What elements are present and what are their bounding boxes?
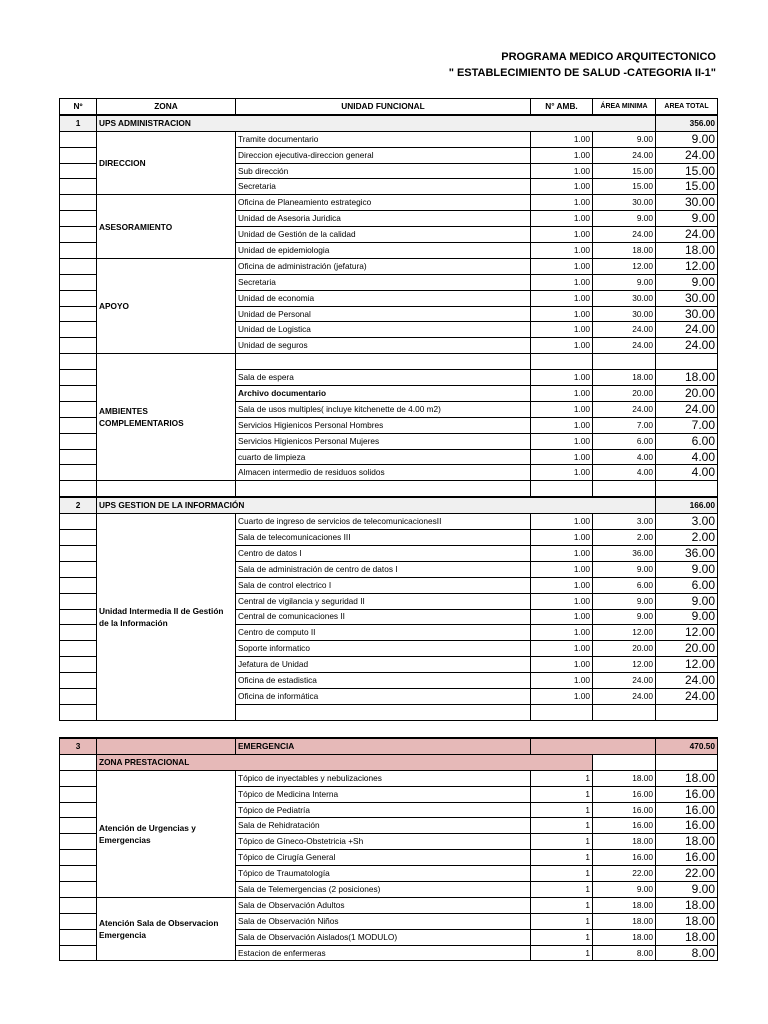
unit-name: Servicios Higienicos Personal Hombres [236, 417, 531, 433]
section-name: EMERGENCIA [236, 738, 531, 754]
unit-amb: 1.00 [531, 227, 593, 243]
unit-amb: 1.00 [531, 433, 593, 449]
spacer-cell [593, 481, 656, 497]
unit-area-total: 16.00 [656, 802, 718, 818]
section-blank [97, 738, 236, 754]
unit-name: Secretaria [236, 179, 531, 195]
unit-area-min: 16.00 [593, 850, 656, 866]
unit-area-total: 24.00 [656, 338, 718, 354]
section-row [60, 497, 718, 513]
table-row [60, 897, 718, 913]
section-number: 2 [60, 497, 97, 513]
unit-amb: 1 [531, 897, 593, 913]
unit-name: Unidad de seguros [236, 338, 531, 354]
cell-no [60, 179, 97, 195]
unit-area-total: 30.00 [656, 195, 718, 211]
unit-name: Sala de Observación Aislados(1 MODULO) [236, 929, 531, 945]
unit-area-min: 9.00 [593, 131, 656, 147]
cell-no [60, 673, 97, 689]
spacer-cell [236, 481, 531, 497]
unit-name: Unidad de Personal [236, 306, 531, 322]
cell-no [60, 882, 97, 898]
unit-name: Archivo documentario [236, 386, 531, 402]
unit-area-min: 24.00 [593, 338, 656, 354]
unit-amb: 1.00 [531, 609, 593, 625]
unit-area-min: 24.00 [593, 673, 656, 689]
cell-no [60, 593, 97, 609]
unit-area-total: 12.00 [656, 258, 718, 274]
unit-area-min: 12.00 [593, 657, 656, 673]
section-name: UPS GESTION DE LA INFORMACIÓN [97, 497, 656, 513]
cell-no [60, 625, 97, 641]
cell-no [60, 322, 97, 338]
unit-area-min: 20.00 [593, 641, 656, 657]
unit-name: Unidad de epidemiologia [236, 243, 531, 259]
header-row [60, 99, 718, 115]
table-row [60, 131, 718, 147]
zone-name: DIRECCION [97, 131, 236, 195]
unit-area-min: 4.00 [593, 449, 656, 465]
cell-no [60, 786, 97, 802]
unit-area-total [656, 354, 718, 370]
unit-area-total: 16.00 [656, 818, 718, 834]
unit-amb: 1 [531, 882, 593, 898]
zone-name: ASESORAMIENTO [97, 195, 236, 259]
unit-area-min: 18.00 [593, 929, 656, 945]
unit-name: Central de vigilancia y seguridad II [236, 593, 531, 609]
unit-amb: 1.00 [531, 131, 593, 147]
unit-name: Oficina de administración (jefatura) [236, 258, 531, 274]
section-row [60, 115, 718, 131]
cell-no [60, 657, 97, 673]
unit-area-min: 20.00 [593, 386, 656, 402]
unit-area-total: 15.00 [656, 163, 718, 179]
unit-name: Oficina de estadistica [236, 673, 531, 689]
unit-area-total: 24.00 [656, 147, 718, 163]
header-area-minima: ÁREA MINIMA [593, 99, 656, 115]
unit-area-total: 24.00 [656, 673, 718, 689]
cell-no [60, 433, 97, 449]
unit-area-total: 6.00 [656, 433, 718, 449]
unit-area-min: 15.00 [593, 163, 656, 179]
unit-amb: 1.00 [531, 274, 593, 290]
program-table-main [59, 98, 718, 721]
unit-name: Servicios Higienicos Personal Mujeres [236, 433, 531, 449]
unit-area-total: 9.00 [656, 131, 718, 147]
zone-name: Atención de Urgencias y Emergencias [97, 770, 236, 897]
unit-amb: 1.00 [531, 417, 593, 433]
cell-no [60, 274, 97, 290]
cell-no [60, 243, 97, 259]
unit-amb: 1.00 [531, 530, 593, 546]
unit-name: Sala de Telemergencias (2 posiciones) [236, 882, 531, 898]
unit-name: Tópico de inyectables y nebulizaciones [236, 770, 531, 786]
cell-no [60, 306, 97, 322]
subzone-blank [593, 754, 656, 770]
unit-area-min: 24.00 [593, 227, 656, 243]
cell-no [60, 370, 97, 386]
header-namb: N° AMB. [531, 99, 593, 115]
unit-area-min: 6.00 [593, 433, 656, 449]
unit-area-total: 12.00 [656, 657, 718, 673]
unit-amb: 1.00 [531, 338, 593, 354]
cell-no [60, 866, 97, 882]
cell-no [60, 913, 97, 929]
unit-area-total: 18.00 [656, 243, 718, 259]
unit-name: Oficina de informática [236, 688, 531, 704]
unit-name: Tópico de Cirugía General [236, 850, 531, 866]
unit-amb: 1.00 [531, 449, 593, 465]
unit-area-min: 18.00 [593, 897, 656, 913]
cell-no [60, 417, 97, 433]
unit-area-total: 18.00 [656, 770, 718, 786]
unit-area-total: 3.00 [656, 514, 718, 530]
unit-area-total: 8.00 [656, 945, 718, 961]
cell-no [60, 514, 97, 530]
unit-name: Central de comunicaciones II [236, 609, 531, 625]
unit-amb: 1 [531, 850, 593, 866]
unit-name: Cuarto de ingreso de servicios de telecomunicacionesII [236, 514, 531, 530]
unit-name: Sala de Observación Niños [236, 913, 531, 929]
unit-amb: 1.00 [531, 147, 593, 163]
cell-no [60, 290, 97, 306]
table-row [60, 770, 718, 786]
unit-amb: 1.00 [531, 211, 593, 227]
unit-amb [531, 354, 593, 370]
cell-no [60, 688, 97, 704]
subzone-label: ZONA PRESTACIONAL [97, 754, 593, 770]
unit-amb: 1 [531, 802, 593, 818]
unit-amb: 1.00 [531, 688, 593, 704]
cell-no [60, 465, 97, 481]
header-unidad: UNIDAD FUNCIONAL [236, 99, 531, 115]
unit-area-total: 9.00 [656, 211, 718, 227]
unit-area-min: 9.00 [593, 561, 656, 577]
unit-area-total: 24.00 [656, 401, 718, 417]
unit-amb: 1.00 [531, 465, 593, 481]
zone-name: Unidad Intermedia II de Gestión de la Información [97, 514, 236, 721]
unit-amb: 1.00 [531, 290, 593, 306]
zone-name: Atención Sala de Observacion Emergencia [97, 897, 236, 961]
unit-amb: 1.00 [531, 386, 593, 402]
unit-area-total: 18.00 [656, 929, 718, 945]
unit-area-total: 16.00 [656, 786, 718, 802]
table-row [60, 258, 718, 274]
unit-amb: 1.00 [531, 195, 593, 211]
unit-name: Tópico de Gíneco-Obstetricia +Sh [236, 834, 531, 850]
cell-no [60, 834, 97, 850]
section-blank [531, 738, 656, 754]
cell-no [60, 258, 97, 274]
unit-amb: 1.00 [531, 577, 593, 593]
zone-name: APOYO [97, 258, 236, 353]
unit-name: Sala de control electrico I [236, 577, 531, 593]
unit-area-total: 36.00 [656, 545, 718, 561]
unit-area-min: 18.00 [593, 370, 656, 386]
section-total: 166.00 [656, 497, 718, 513]
unit-name: Jefatura de Unidad [236, 657, 531, 673]
unit-amb: 1.00 [531, 179, 593, 195]
unit-name: Unidad de Gestión de la calidad [236, 227, 531, 243]
unit-area-total: 6.00 [656, 577, 718, 593]
unit-area-total: 9.00 [656, 609, 718, 625]
unit-area-min: 22.00 [593, 866, 656, 882]
spacer-cell [531, 481, 593, 497]
unit-area-total: 18.00 [656, 913, 718, 929]
unit-name: Centro de datos I [236, 545, 531, 561]
unit-amb: 1.00 [531, 306, 593, 322]
unit-area-total: 22.00 [656, 866, 718, 882]
section-number: 3 [60, 738, 97, 754]
header-area-total: AREA TOTAL [656, 99, 718, 115]
subzone-blank [656, 754, 718, 770]
table-row [60, 514, 718, 530]
unit-area-min: 4.00 [593, 465, 656, 481]
unit-amb: 1 [531, 913, 593, 929]
unit-area-min: 18.00 [593, 770, 656, 786]
unit-area-min: 16.00 [593, 818, 656, 834]
cell-no [60, 131, 97, 147]
section-row [60, 738, 718, 754]
cell-no [60, 545, 97, 561]
unit-name: Sub dirección [236, 163, 531, 179]
unit-name: Soporte informatico [236, 641, 531, 657]
unit-name: Tópico de Pediatría [236, 802, 531, 818]
unit-amb: 1.00 [531, 322, 593, 338]
subzone-blank [60, 754, 97, 770]
unit-name: Tópico de Medicina Interna [236, 786, 531, 802]
unit-area-min: 30.00 [593, 290, 656, 306]
table-row [60, 354, 718, 370]
unit-area-total [656, 704, 718, 720]
unit-area-total: 20.00 [656, 386, 718, 402]
unit-area-total: 4.00 [656, 449, 718, 465]
unit-area-min: 6.00 [593, 577, 656, 593]
unit-amb: 1 [531, 818, 593, 834]
unit-area-total: 18.00 [656, 834, 718, 850]
unit-name: Unidad de economia [236, 290, 531, 306]
unit-area-total: 24.00 [656, 227, 718, 243]
unit-area-total: 16.00 [656, 850, 718, 866]
unit-area-min: 3.00 [593, 514, 656, 530]
unit-area-min: 12.00 [593, 625, 656, 641]
cell-no [60, 147, 97, 163]
unit-area-min [593, 704, 656, 720]
unit-name: Sala de administración de centro de datos I [236, 561, 531, 577]
unit-amb: 1 [531, 786, 593, 802]
unit-area-min: 18.00 [593, 834, 656, 850]
header-zona: ZONA [97, 99, 236, 115]
section-total: 470.50 [656, 738, 718, 754]
unit-area-min: 8.00 [593, 945, 656, 961]
header-no: Nº [60, 99, 97, 115]
subzone-row [60, 754, 718, 770]
unit-name: Sala de Observación Adultos [236, 897, 531, 913]
unit-name [236, 354, 531, 370]
unit-area-min [593, 354, 656, 370]
unit-area-min: 30.00 [593, 195, 656, 211]
unit-name: Unidad de Asesoria Juridica [236, 211, 531, 227]
cell-no [60, 929, 97, 945]
cell-no [60, 770, 97, 786]
section-name: UPS ADMINISTRACION [97, 115, 656, 131]
unit-amb: 1.00 [531, 641, 593, 657]
cell-no [60, 354, 97, 370]
unit-area-total: 2.00 [656, 530, 718, 546]
cell-no [60, 609, 97, 625]
unit-amb [531, 704, 593, 720]
unit-name: Centro de computo II [236, 625, 531, 641]
unit-amb: 1.00 [531, 514, 593, 530]
cell-no [60, 561, 97, 577]
unit-area-min: 7.00 [593, 417, 656, 433]
cell-no [60, 641, 97, 657]
unit-area-total: 4.00 [656, 465, 718, 481]
unit-area-min: 9.00 [593, 882, 656, 898]
unit-amb: 1 [531, 945, 593, 961]
unit-area-min: 9.00 [593, 593, 656, 609]
cell-no [60, 386, 97, 402]
unit-area-min: 24.00 [593, 322, 656, 338]
cell-no [60, 530, 97, 546]
unit-area-min: 12.00 [593, 258, 656, 274]
unit-area-min: 24.00 [593, 688, 656, 704]
unit-area-min: 2.00 [593, 530, 656, 546]
unit-area-total: 9.00 [656, 593, 718, 609]
unit-amb: 1 [531, 770, 593, 786]
unit-name: Direccion ejecutiva-direccion general [236, 147, 531, 163]
unit-area-total: 24.00 [656, 322, 718, 338]
cell-no [60, 195, 97, 211]
cell-no [60, 401, 97, 417]
zone-name: AMBIENTES COMPLEMENTARIOS [97, 354, 236, 481]
cell-no [60, 850, 97, 866]
cell-no [60, 338, 97, 354]
unit-name: cuarto de limpieza [236, 449, 531, 465]
unit-name: Oficina de Planeamiento estrategico [236, 195, 531, 211]
unit-area-total: 18.00 [656, 897, 718, 913]
cell-no [60, 227, 97, 243]
unit-name: Unidad de Logistica [236, 322, 531, 338]
unit-area-min: 30.00 [593, 306, 656, 322]
unit-amb: 1 [531, 834, 593, 850]
cell-no [60, 945, 97, 961]
cell-no [60, 802, 97, 818]
unit-area-min: 24.00 [593, 401, 656, 417]
spacer-cell [656, 481, 718, 497]
unit-name: Sala de Rehidratación [236, 818, 531, 834]
unit-area-min: 18.00 [593, 243, 656, 259]
unit-amb: 1.00 [531, 370, 593, 386]
unit-area-total: 15.00 [656, 179, 718, 195]
unit-area-min: 15.00 [593, 179, 656, 195]
cell-no [60, 897, 97, 913]
unit-area-total: 20.00 [656, 641, 718, 657]
unit-area-min: 9.00 [593, 609, 656, 625]
cell-no [60, 704, 97, 720]
unit-amb: 1.00 [531, 545, 593, 561]
unit-amb: 1.00 [531, 243, 593, 259]
unit-area-min: 9.00 [593, 211, 656, 227]
unit-amb: 1.00 [531, 163, 593, 179]
unit-area-min: 16.00 [593, 786, 656, 802]
unit-area-min: 16.00 [593, 802, 656, 818]
unit-name: Tópico de Traumatología [236, 866, 531, 882]
unit-amb: 1.00 [531, 657, 593, 673]
unit-amb: 1.00 [531, 625, 593, 641]
unit-amb: 1 [531, 929, 593, 945]
unit-name: Secretaria [236, 274, 531, 290]
unit-area-total: 24.00 [656, 688, 718, 704]
spacer-cell [60, 481, 97, 497]
unit-amb: 1.00 [531, 561, 593, 577]
cell-no [60, 577, 97, 593]
unit-name: Sala de telecomunicaciones III [236, 530, 531, 546]
cell-no [60, 818, 97, 834]
unit-name: Estacion de enfermeras [236, 945, 531, 961]
unit-area-min: 9.00 [593, 274, 656, 290]
unit-name: Sala de espera [236, 370, 531, 386]
spacer-row [60, 481, 718, 497]
document-subtitle: " ESTABLECIMIENTO DE SALUD -CATEGORIA II-1" [448, 67, 716, 79]
unit-amb: 1.00 [531, 593, 593, 609]
cell-no [60, 449, 97, 465]
spacer-cell [97, 481, 236, 497]
unit-area-total: 9.00 [656, 561, 718, 577]
unit-area-total: 30.00 [656, 290, 718, 306]
unit-amb: 1.00 [531, 673, 593, 689]
unit-name [236, 704, 531, 720]
unit-area-total: 12.00 [656, 625, 718, 641]
unit-area-total: 30.00 [656, 306, 718, 322]
unit-area-total: 7.00 [656, 417, 718, 433]
unit-area-total: 18.00 [656, 370, 718, 386]
program-table-emergencia [59, 737, 718, 961]
unit-area-min: 36.00 [593, 545, 656, 561]
unit-amb: 1.00 [531, 401, 593, 417]
unit-name: Almacen intermedio de residuos solidos [236, 465, 531, 481]
unit-area-total: 9.00 [656, 274, 718, 290]
unit-area-min: 18.00 [593, 913, 656, 929]
unit-name: Tramite documentario [236, 131, 531, 147]
document-title: PROGRAMA MEDICO ARQUITECTONICO [501, 51, 716, 63]
unit-amb: 1.00 [531, 258, 593, 274]
unit-amb: 1 [531, 866, 593, 882]
unit-area-total: 9.00 [656, 882, 718, 898]
section-total: 356.00 [656, 115, 718, 131]
cell-no [60, 211, 97, 227]
unit-name: Sala de usos multiples( incluye kitchenette de 4.00 m2) [236, 401, 531, 417]
unit-area-min: 24.00 [593, 147, 656, 163]
section-number: 1 [60, 115, 97, 131]
table-row [60, 195, 718, 211]
cell-no [60, 163, 97, 179]
